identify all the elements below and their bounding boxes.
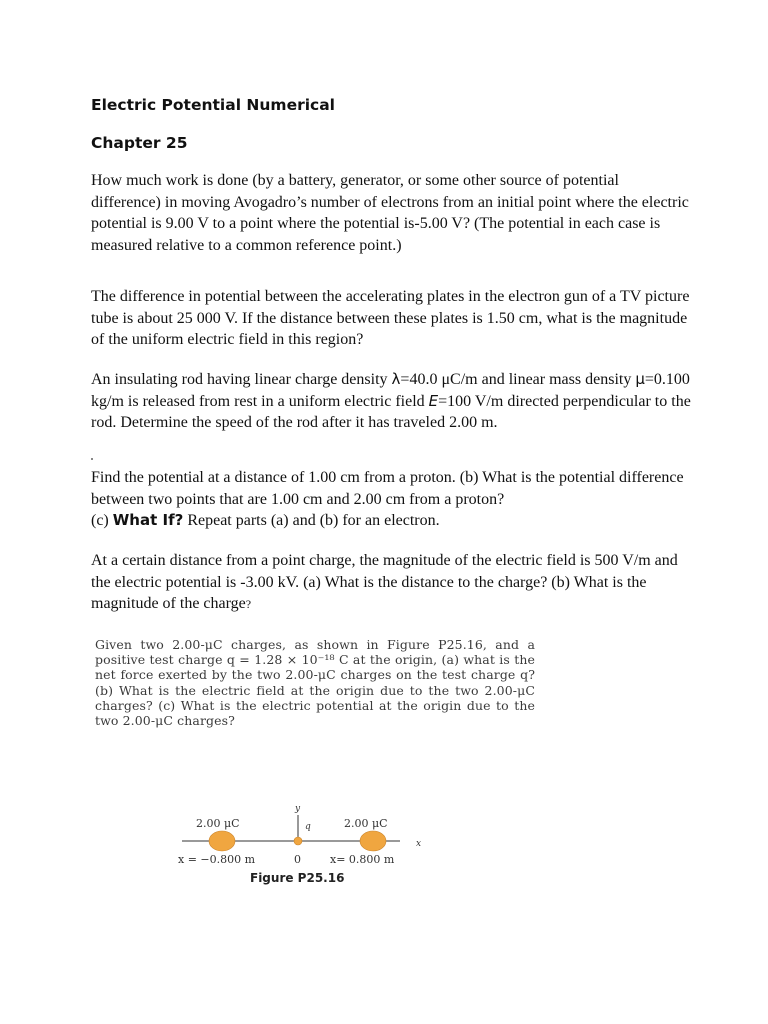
problem-5	[91, 550, 691, 616]
problem-5-text: At a certain distance from a point charge, the magnitude of the electric field is 500 V/m and the electric potential is -3.00 kV. (a) What is the distance to the charge? (b) What is the magnitude of the charge	[91, 552, 678, 612]
problem-3-text-c: =0.100 kg/m is released from rest in a uniform electric field	[91, 371, 690, 410]
figure-p25-16	[160, 795, 460, 895]
right-charge-label: 2.00 μC	[344, 817, 388, 830]
x-axis-label: x	[416, 839, 422, 849]
left-charge-label: 2.00 μC	[196, 817, 240, 830]
problem-1: How much work is done (by a battery, generator, or some other source of potential difference) in moving Avogadro’s number of electrons from an initial point where the electric potential is 9.00 V to a point where the potential is-5.00 V? (The potential in each case is measured relative to a common reference point.)	[91, 172, 689, 254]
test-charge	[294, 837, 302, 845]
right-charge	[360, 831, 386, 851]
origin-label: 0	[294, 853, 301, 866]
problem-2: The difference in potential between the accelerating plates in the electron gun of a TV picture tube is about 25 000 V. If the distance between these plates is 1.50 cm, what is the magnitude of the uniform electric field in this region?	[91, 288, 690, 348]
left-charge	[209, 831, 235, 851]
e-field-symbol: E	[428, 391, 439, 410]
stray-mark	[91, 458, 93, 460]
textbook-excerpt: Given two 2.00-μC charges, as shown in Figure P25.16, and a positive test charge q = 1.28 × 10⁻¹⁸ C at the origin, (a) what is the net force exerted by the two 2.00-μC charges on the test charge q? (b) What is the electric field at the origin due to the two 2.00-μC charges? (c) What is the electric potential at the origin due to the two 2.00-μC charges?	[95, 637, 535, 729]
figure-caption: Figure P25.16	[250, 871, 345, 885]
problem-5-question-mark: ?	[245, 597, 252, 611]
problem-4-text-a: Find the potential at a distance of 1.00 cm from a proton. (b) What is the potential difference between two points that are 1.00 cm and 2.00 cm from a proton?	[91, 469, 684, 508]
what-if-label: What If?	[112, 511, 184, 529]
chapter-heading: Chapter 25	[91, 134, 188, 152]
problem-3-text-d: =100 V/m directed perpendicular to the rod. Determine the speed of the rod after it has traveled 2.00 m.	[91, 392, 691, 431]
document-title: Electric Potential Numerical	[91, 96, 335, 114]
lambda-symbol: λ	[391, 370, 401, 388]
problem-4	[91, 467, 691, 532]
mu-symbol: μ	[635, 370, 645, 388]
test-charge-label: q	[305, 822, 311, 832]
problem-3-text-a: An insulating rod having linear charge density	[91, 371, 392, 388]
problem-4-text-c: Repeat parts (a) and (b) for an electron.	[183, 512, 440, 529]
problem-3	[91, 369, 691, 434]
y-axis-label: y	[295, 804, 301, 814]
problem-4-part-c-label: (c)	[91, 512, 113, 529]
left-position-label: x = −0.800 m	[178, 853, 256, 866]
right-position-label: x= 0.800 m	[330, 853, 395, 866]
problem-3-text-b: =40.0 μC/m and linear mass density	[400, 371, 636, 388]
